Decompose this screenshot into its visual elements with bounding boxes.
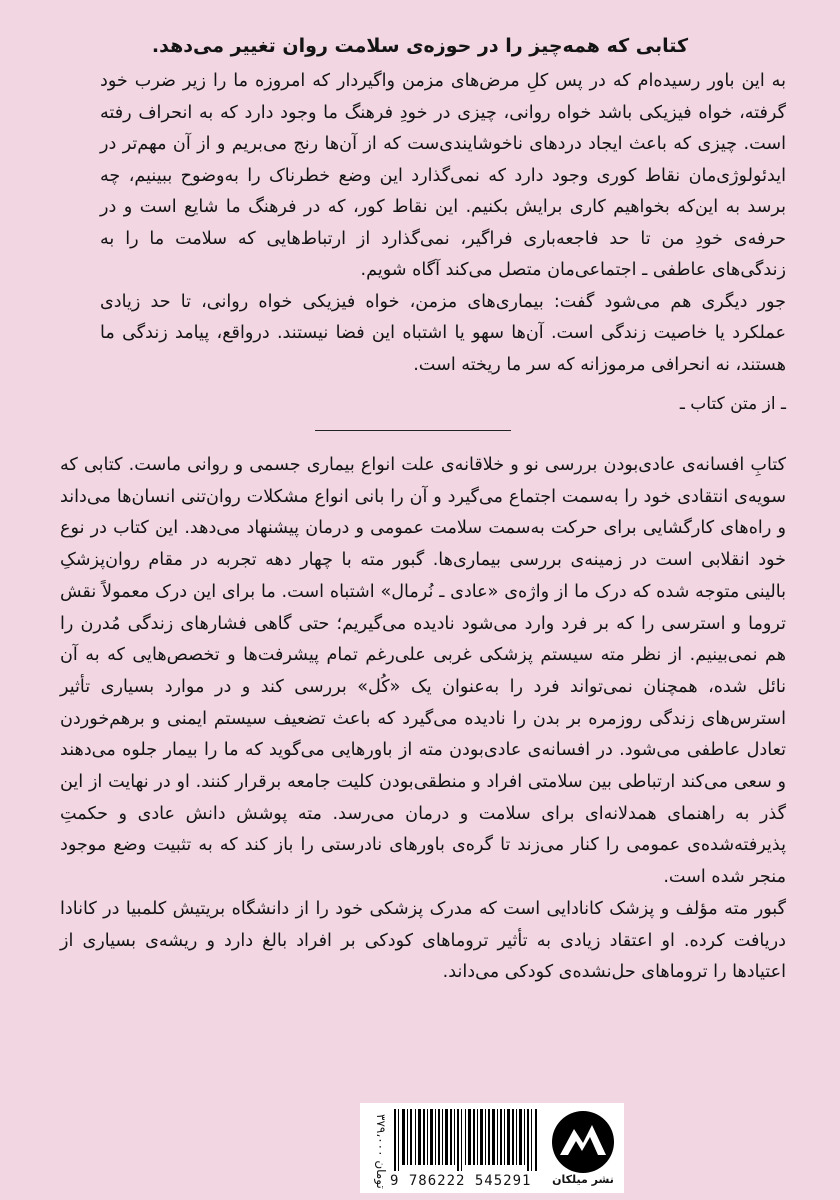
description-paragraph: گبور مته مؤلف و پزشک کانادایی است که مدرک پزشکی خود را از دانشگاه بریتیش کلمبیا در کانادا دریافت کرده. او اعتقاد زیادی به تأثیر تروماهای کودکی بر افراد بالغ دارد و ریشه‌ی بسیاری از اعتیادها را تروماهای حل‌نشده‌ی کودکی می‌داند. [60, 898, 786, 983]
publisher-name: نشر میلکان [552, 1173, 614, 1186]
section-divider [315, 430, 511, 431]
barcode-icon [394, 1109, 544, 1171]
book-description [60, 450, 786, 989]
author-quote [100, 66, 786, 381]
barcode-panel [360, 1103, 624, 1193]
cover-headline: کتابی که همه‌چیز را در حوزه‌ی سلامت روان تغییر می‌دهد. [151, 35, 689, 57]
description-paragraph: کتابِ افسانه‌ی عادی‌بودن بررسی نو و خلاقانه‌ی علت انواع بیماری جسمی و روانی ماست. کتابی که سویه‌ی انتقادی خود را به‌سمت اجتماع می‌گیرد و آن را بانی انواع مشکلات روان‌تنی انسان‌ها می‌داند و راه‌های کارگشایی برای حرکت به‌سمت سلامت عمومی و درمان پیشنهاد می‌دهد. این کتاب در نوع خود انقلابی است در زمینه‌ی بررسی بیماری‌ها. گبور مته با چهار دهه تجربه در مقام روان‌پزشکِ بالینی متوجه شده که درک ما از واژه‌ی «عادی ـ نُرمال» اشتباه است. ما برای این درک معمولاً نقش تروما و استرسی را که بر فرد وارد می‌شود نادیده می‌گیریم؛ حتی گاهی فشارهای زندگی مُدرن را هم نمی‌بینیم. از نظر مته سیستم پزشکی غربی علی‌رغم تمام پیشرفت‌ها و تخصص‌هایی که به آن نائل شده، همچنان نمی‌تواند فرد را به‌عنوان یک «کُل» بررسی کند و در موارد بسیاری تأثیر استرس‌های زندگی روزمره بر بدن را نادیده می‌گیرد که باعث تضعیف سیستم ایمنی و برهم‌خوردن تعادل عاطفی می‌شود. در افسانه‌ی عادی‌بودن مته از باورهایی می‌گوید که ما را بیمار جلوه می‌دهند و سعی می‌کند ارتباطی بین سلامتی افراد و منطقی‌بودن کلیت جامعه برقرار کنند. او در نهایت از این گذر به راهنمای همدلانه‌ای برای سلامت و درمان می‌رسد. مته پوشش دانش عادی و حکمتِ پذیرفته‌شده‌ی عمومی را کنار می‌زند تا گره‌ی باورهای نادرستی را باز کند که به تثبیت وضع موجود منجر شده است. [60, 455, 786, 888]
quote-paragraph: به این باور رسیده‌ام که در پس کلِ مرض‌های مزمن واگیردار که امروزه ما را زیر ضرب خود گرفته، خواه فیزیکی باشد خواه روانی، چیزی در خودِ فرهنگ ما وجود دارد که به انحراف رفته است. چیزی که باعث ایجاد دردهای ناخوشایندی‌ست که از آن‌ها رنج می‌بریم و از آن مهم‌تر در ایدئولوژی‌مان نقاط کوری وجود دارد که نمی‌گذارد این وضع خطرناک را به‌وضوح ببینیم، چه برسد به این‌که بخواهیم کاری برایش بکنیم. این نقاط کور، که در فرهنگ ما شایع است و در حرفه‌ی خودِ من تا حد فاجعه‌باری فراگیر، نمی‌گذارد از ارتباط‌هایی که سلامت ما را به زندگی‌های عاطفی ـ اجتماعی‌مان متصل می‌کند آگاه شویم. [100, 71, 786, 280]
quote-source: ـ از متن کتاب ـ [679, 394, 786, 414]
publisher-logo-icon [550, 1109, 616, 1175]
quote-paragraph: جور دیگری هم می‌شود گفت: بیماری‌های مزمن، خواه فیزیکی خواه روانی، تا حد زیادی عملکرد یا خاصیت زندگی است. آن‌ها سهو یا اشتباه این فضا نیستند. درواقع، پیامد زندگی ما هستند، نه انحرافی مرموزانه که سر ما ریخته است. [100, 291, 786, 375]
price-label: ۳۷۹،۰۰۰ تومان [374, 1113, 388, 1189]
isbn-digits: 9 786222 545291 [390, 1173, 532, 1189]
